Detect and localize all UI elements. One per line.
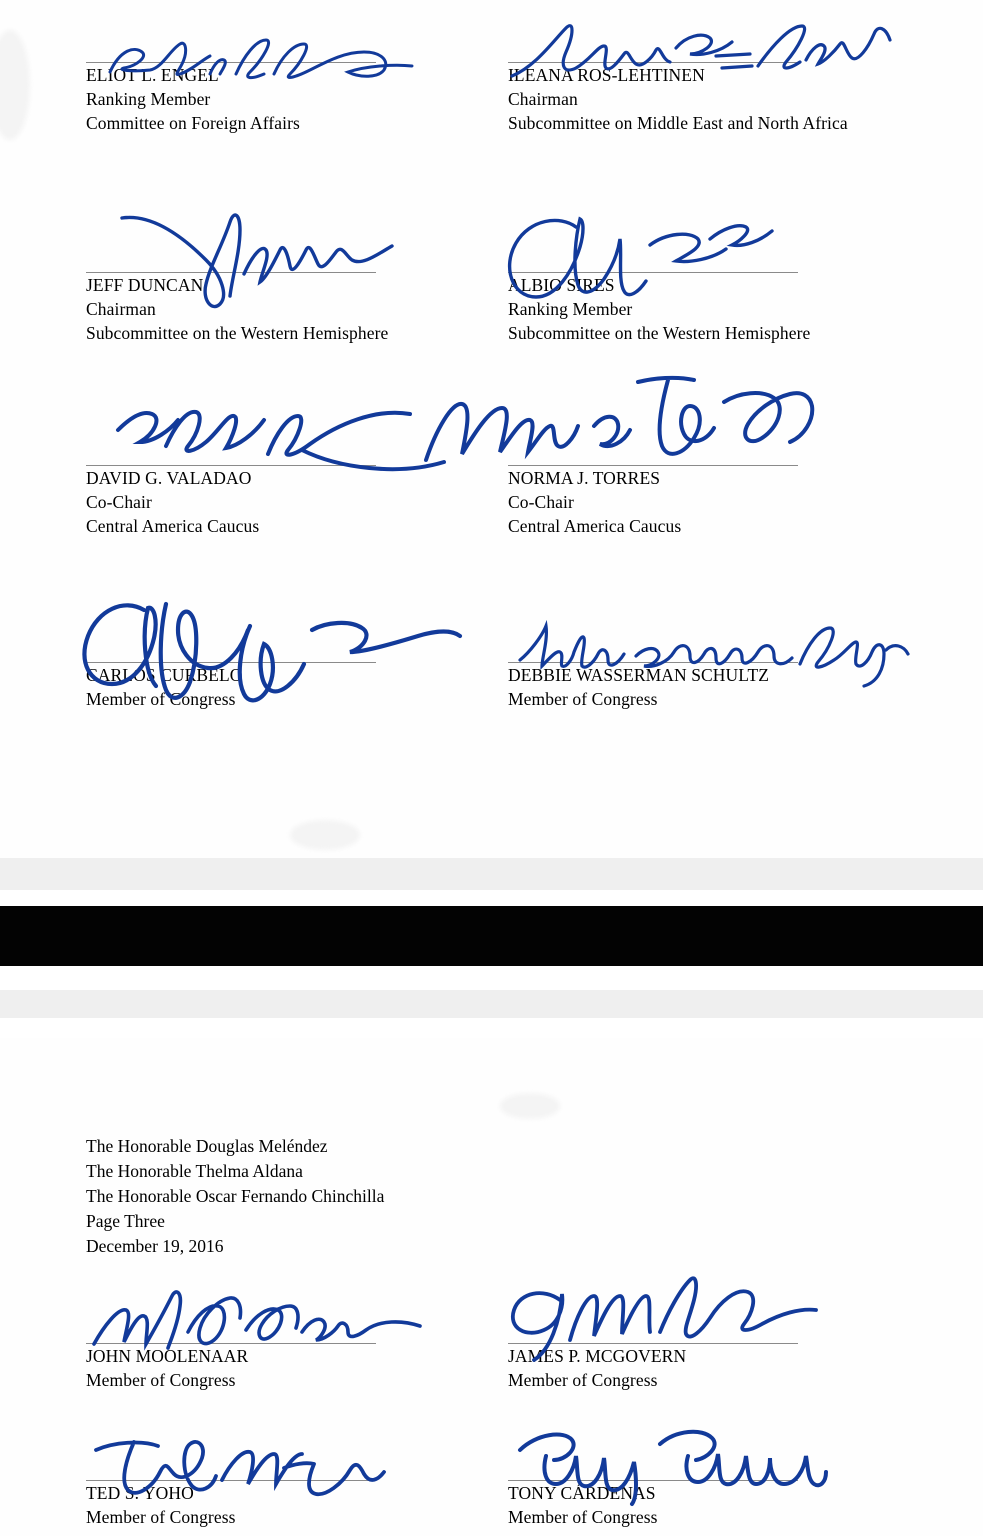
signer-role: Ranking Member: [86, 89, 211, 109]
signer-role: Chairman: [86, 299, 156, 319]
signer-name: ILEANA ROS-LEHTINEN: [508, 65, 705, 85]
signer-name: DEBBIE WASSERMAN SCHULTZ: [508, 665, 770, 685]
scan-band-black: [0, 906, 983, 966]
addressee-line: The Honorable Oscar Fernando Chinchilla: [86, 1186, 385, 1206]
signer-role: Member of Congress: [508, 689, 658, 709]
signature-block: [86, 1343, 486, 1392]
addressee-block: [86, 1134, 384, 1259]
signer-name: JOHN MOOLENAAR: [86, 1346, 249, 1366]
signer-role: Member of Congress: [508, 1507, 658, 1527]
signer-role: Member of Congress: [86, 1370, 236, 1390]
signer-org: Committee on Foreign Affairs: [86, 113, 300, 133]
signature-block: [508, 62, 908, 135]
signer-org: Subcommittee on the Western Hemisphere: [86, 323, 389, 343]
signer-name: CARLOS CURBELO: [86, 665, 243, 685]
scan-band-white: [0, 1018, 983, 1038]
signature-block: [86, 662, 486, 711]
signer-name: JAMES P. MCGOVERN: [508, 1346, 687, 1366]
signature-block: [508, 465, 908, 538]
letter-date: December 19, 2016: [86, 1236, 224, 1256]
signer-role: Member of Congress: [86, 1507, 236, 1527]
signature-block: [86, 272, 486, 345]
addressee-line: The Honorable Thelma Aldana: [86, 1161, 303, 1181]
scan-artifact: [290, 820, 360, 850]
signer-role: Member of Congress: [86, 689, 236, 709]
addressee-line: The Honorable Douglas Meléndez: [86, 1136, 328, 1156]
page-number-line: Page Three: [86, 1211, 165, 1231]
signer-name: ALBIO SIRES: [508, 275, 615, 295]
signer-role: Chairman: [508, 89, 578, 109]
signer-name: TED S. YOHO: [86, 1483, 194, 1503]
signer-name: ELIOT L. ENGEL: [86, 65, 219, 85]
signer-name: NORMA J. TORRES: [508, 468, 661, 488]
scan-band-white: [0, 966, 983, 990]
document-page-two: [0, 1038, 983, 1536]
scan-artifact: [500, 1093, 560, 1119]
signature-block: [86, 465, 486, 538]
signer-role: Member of Congress: [508, 1370, 658, 1390]
signature-block: [86, 62, 486, 135]
signature-block: [508, 1343, 908, 1392]
scan-band-white: [0, 890, 983, 906]
scan-band-light: [0, 990, 983, 1018]
signer-name: JEFF DUNCAN: [86, 275, 204, 295]
signer-org: Central America Caucus: [86, 516, 260, 536]
signature-block: [508, 272, 908, 345]
signer-org: Subcommittee on Middle East and North Africa: [508, 113, 848, 133]
signer-name: DAVID G. VALADAO: [86, 468, 252, 488]
signature-block: [508, 1480, 908, 1529]
signer-role: Ranking Member: [508, 299, 633, 319]
signer-role: Co-Chair: [508, 492, 574, 512]
signer-org: Central America Caucus: [508, 516, 682, 536]
signature-block: [86, 1480, 486, 1529]
signer-role: Co-Chair: [86, 492, 152, 512]
signer-org: Subcommittee on the Western Hemisphere: [508, 323, 811, 343]
signer-name: TONY CÁRDENAS: [508, 1483, 656, 1503]
scan-artifact: [0, 30, 30, 140]
signature-block: [508, 662, 908, 711]
